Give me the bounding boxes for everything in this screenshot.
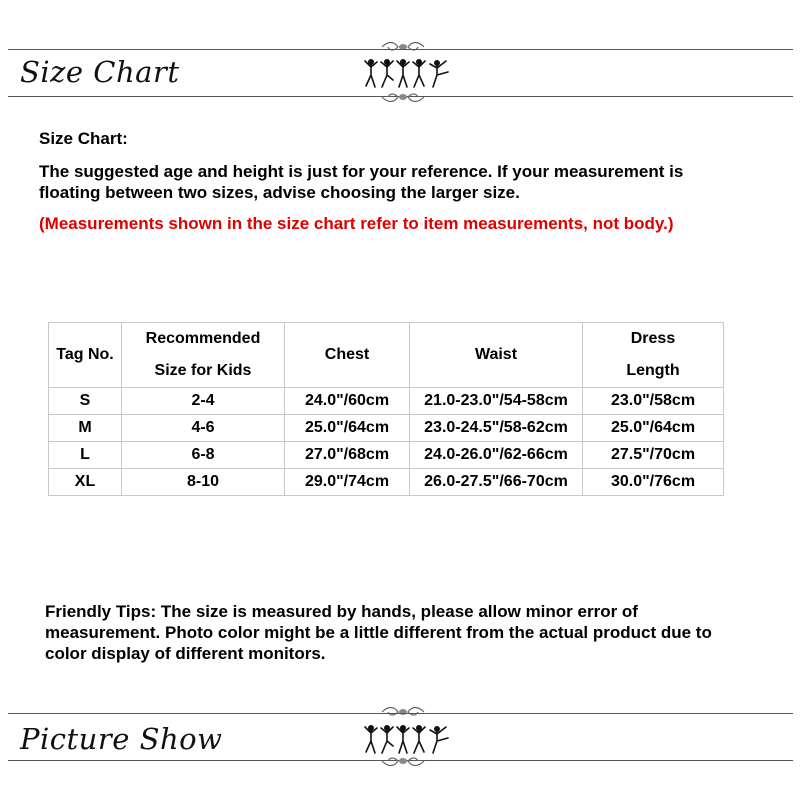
cell-dress-length: 30.0"/76cm bbox=[583, 469, 724, 496]
cell-dress-length: 23.0"/58cm bbox=[583, 388, 724, 415]
cell-waist: 23.0-24.5"/58-62cm bbox=[410, 415, 583, 442]
cell-waist: 24.0-26.0"/62-66cm bbox=[410, 442, 583, 469]
cell-dress-length: 25.0"/64cm bbox=[583, 415, 724, 442]
cell-chest: 24.0"/60cm bbox=[285, 388, 410, 415]
footer-top-rule bbox=[8, 713, 793, 714]
table-header-row bbox=[49, 323, 724, 388]
cell-kids-size: 4-6 bbox=[122, 415, 285, 442]
table-row bbox=[49, 415, 724, 442]
cell-kids-size: 8-10 bbox=[122, 469, 285, 496]
top-ornament-icon bbox=[380, 41, 426, 53]
header-title: Size Chart bbox=[20, 55, 180, 89]
header-chest: Chest bbox=[285, 323, 410, 388]
cell-tag: L bbox=[49, 442, 122, 469]
footer-ballet-dancers-icon bbox=[362, 724, 452, 756]
friendly-tips bbox=[45, 601, 765, 664]
cell-waist: 21.0-23.0"/54-58cm bbox=[410, 388, 583, 415]
header-dress-length: Dress Length bbox=[583, 323, 724, 388]
cell-tag: S bbox=[49, 388, 122, 415]
table-row bbox=[49, 442, 724, 469]
cell-tag: XL bbox=[49, 469, 122, 496]
cell-kids-size: 6-8 bbox=[122, 442, 285, 469]
table-row bbox=[49, 388, 724, 415]
cell-chest: 25.0"/64cm bbox=[285, 415, 410, 442]
footer-title: Picture Show bbox=[20, 722, 223, 756]
header-recommended-size: Recommended Size for Kids bbox=[122, 323, 285, 388]
footer-top-ornament-icon bbox=[380, 706, 426, 718]
tips-line-3: color display of different monitors. bbox=[45, 644, 326, 663]
intro-line-1: The suggested age and height is just for your reference. If your measurement is bbox=[39, 162, 684, 181]
cell-chest: 29.0"/74cm bbox=[285, 469, 410, 496]
cell-tag: M bbox=[49, 415, 122, 442]
header-tag-no: Tag No. bbox=[49, 323, 122, 388]
header-top-rule bbox=[8, 49, 793, 50]
ballet-dancers-icon bbox=[362, 58, 452, 90]
cell-waist: 26.0-27.5"/66-70cm bbox=[410, 469, 583, 496]
table-row bbox=[49, 469, 724, 496]
tips-line-2: measurement. Photo color might be a little different from the actual product due to bbox=[45, 623, 712, 642]
measurement-note: (Measurements shown in the size chart refer to item measurements, not body.) bbox=[39, 214, 674, 233]
header-waist: Waist bbox=[410, 323, 583, 388]
intro-line-2: floating between two sizes, advise choosing the larger size. bbox=[39, 183, 520, 202]
footer-bottom-ornament-icon bbox=[380, 755, 426, 767]
cell-chest: 27.0"/68cm bbox=[285, 442, 410, 469]
size-table bbox=[48, 322, 724, 496]
cell-kids-size: 2-4 bbox=[122, 388, 285, 415]
tips-line-1: Friendly Tips: The size is measured by hands, please allow minor error of bbox=[45, 602, 638, 621]
bottom-ornament-icon bbox=[380, 91, 426, 103]
cell-dress-length: 27.5"/70cm bbox=[583, 442, 724, 469]
intro-heading: Size Chart: bbox=[39, 129, 128, 148]
